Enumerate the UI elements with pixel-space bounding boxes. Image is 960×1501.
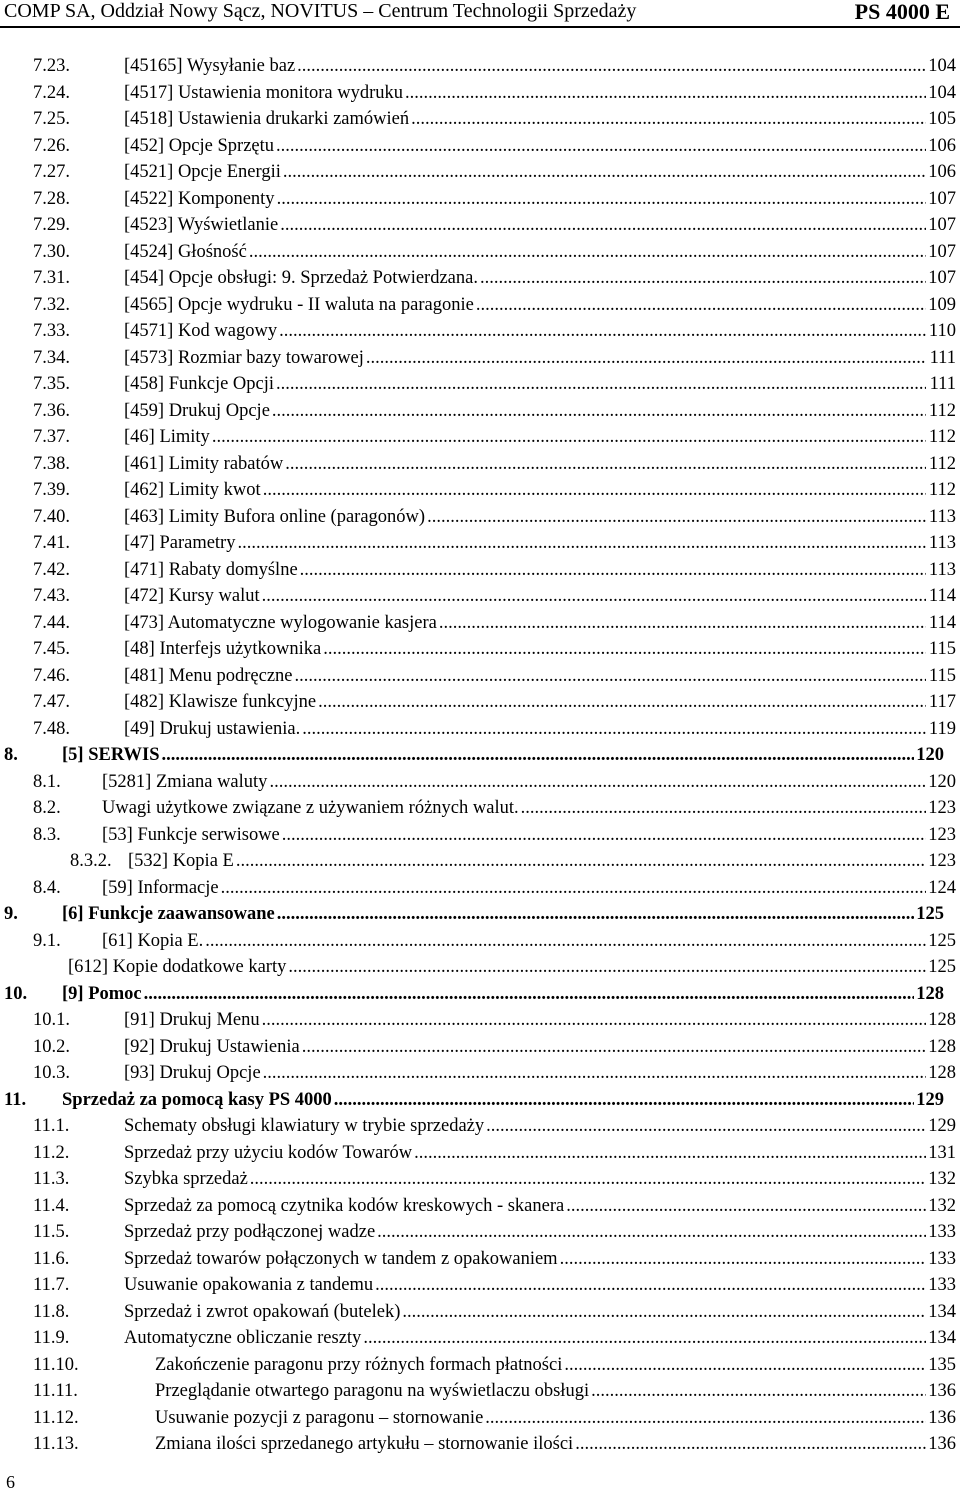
toc-entry[interactable]	[0, 1087, 960, 1114]
toc-entry-title: [4523] Wyświetlanie	[124, 212, 280, 239]
toc-dot-leader	[221, 875, 926, 902]
toc-dot-leader	[366, 345, 926, 372]
toc-dot-leader	[591, 1378, 926, 1405]
toc-entry-number: 7.37.	[33, 427, 70, 447]
toc-entry-page: 125	[928, 957, 956, 977]
toc-entry-page: 120	[916, 745, 944, 765]
toc-dot-leader	[277, 901, 914, 928]
toc-entry-page: 112	[928, 400, 956, 421]
toc-entry-page: 107	[928, 188, 956, 209]
toc-dot-leader	[566, 1193, 926, 1220]
toc-entry-title: [4521] Opcje Energii	[124, 159, 283, 186]
toc-entry-page: 135	[928, 1354, 956, 1375]
toc-dot-leader	[302, 716, 926, 743]
toc-entry-page: 113	[928, 506, 956, 527]
toc-entry[interactable]	[0, 875, 960, 902]
toc-dot-leader	[288, 954, 926, 981]
toc-dot-leader	[439, 610, 926, 637]
toc-entry-title: [61] Kopia E.	[102, 928, 205, 955]
toc-dot-leader	[300, 557, 926, 584]
toc-dot-leader	[237, 530, 926, 557]
toc-entry[interactable]	[0, 106, 960, 133]
header-model: PS 4000 E	[854, 0, 950, 24]
toc-dot-leader	[560, 1246, 926, 1273]
toc-dot-leader	[280, 212, 926, 239]
toc-entry-title: [91] Drukuj Menu	[124, 1007, 262, 1034]
toc-entry-number: 7.23.	[33, 56, 70, 76]
toc-entry[interactable]	[0, 371, 960, 398]
toc-entry-number: 7.32.	[33, 294, 70, 315]
toc-dot-leader	[276, 371, 926, 398]
toc-entry[interactable]	[0, 954, 960, 981]
toc-dot-leader	[363, 1325, 926, 1352]
toc-entry[interactable]	[0, 530, 960, 557]
toc-entry-title: [46] Limity	[124, 424, 212, 451]
toc-entry-page: 134	[928, 1328, 956, 1348]
toc-entry-page: 128	[928, 1063, 956, 1083]
toc-entry[interactable]	[0, 822, 960, 849]
toc-entry-page: 115	[928, 665, 956, 686]
toc-entry-title: Sprzedaż towarów połączonych w tandem z opakowaniem	[124, 1246, 560, 1273]
toc-entry-number: 7.35.	[33, 374, 70, 394]
toc-dot-leader	[377, 1219, 926, 1246]
toc-dot-leader	[205, 928, 926, 955]
toc-dot-leader	[414, 1140, 926, 1167]
toc-entry-title: Automatyczne obliczanie reszty	[124, 1325, 363, 1352]
toc-entry[interactable]	[0, 1060, 960, 1087]
toc-entry-number: 11.	[4, 1089, 27, 1110]
toc-entry-page: 125	[916, 904, 944, 924]
toc-dot-leader	[263, 1060, 926, 1087]
toc-entry[interactable]	[0, 636, 960, 663]
toc-entry[interactable]	[0, 689, 960, 716]
toc-dot-leader	[302, 1034, 926, 1061]
toc-entry-title: [5281] Zmiana waluty	[102, 769, 269, 796]
toc-entry-number: 7.45.	[33, 639, 70, 659]
toc-entry-page: 129	[916, 1089, 944, 1110]
table-of-contents	[0, 53, 960, 1458]
toc-entry-number: 11.13.	[33, 1434, 79, 1454]
toc-entry-number: 7.34.	[33, 347, 70, 368]
toc-dot-leader	[575, 1431, 926, 1458]
toc-dot-leader	[297, 53, 926, 80]
toc-entry-page: 124	[928, 877, 956, 898]
toc-entry-number: 8.3.	[33, 824, 61, 845]
toc-entry-page: 133	[928, 1222, 956, 1242]
toc-entry-title: [473] Automatyczne wylogowanie kasjera	[124, 610, 439, 637]
toc-entry[interactable]	[0, 424, 960, 451]
toc-entry-number: 7.48.	[33, 718, 70, 739]
toc-dot-leader	[405, 80, 926, 107]
toc-dot-leader	[162, 742, 914, 769]
toc-entry-title: Sprzedaż i zwrot opakowań (butelek)	[124, 1299, 402, 1326]
toc-entry-number: 7.26.	[33, 135, 70, 156]
toc-dot-leader	[269, 769, 926, 796]
toc-entry-title: [452] Opcje Sprzętu	[124, 133, 276, 160]
toc-entry-title: [459] Drukuj Opcje	[124, 398, 272, 425]
toc-entry-page: 131	[928, 1142, 956, 1163]
toc-entry-number: 7.36.	[33, 400, 70, 421]
toc-entry[interactable]	[0, 1140, 960, 1167]
toc-entry[interactable]	[0, 769, 960, 796]
toc-dot-leader	[375, 1272, 926, 1299]
toc-entry-title: [6] Funkcje zaawansowane	[62, 901, 277, 928]
toc-entry-number: 10.2.	[33, 1036, 70, 1057]
toc-entry-title: Szybka sprzedaż	[124, 1166, 250, 1193]
toc-entry[interactable]	[0, 716, 960, 743]
toc-entry[interactable]	[0, 1166, 960, 1193]
toc-entry-number: 7.28.	[33, 188, 70, 209]
toc-entry-number: 11.1.	[33, 1116, 70, 1136]
toc-entry-title: [4522] Komponenty	[124, 186, 277, 213]
toc-dot-leader	[272, 398, 926, 425]
toc-dot-leader	[249, 239, 926, 266]
toc-entry-number: 10.3.	[33, 1063, 70, 1083]
toc-entry-page: 109	[928, 294, 956, 315]
toc-entry-page: 133	[928, 1275, 956, 1295]
toc-entry-page: 111	[929, 347, 956, 368]
toc-entry-number: 7.27.	[33, 162, 70, 182]
toc-dot-leader	[564, 1352, 926, 1379]
toc-entry-title: Sprzedaż za pomocą kasy PS 4000	[62, 1087, 334, 1114]
toc-entry-title: [458] Funkcje Opcji	[124, 371, 276, 398]
toc-entry-title: Usuwanie pozycji z paragonu – stornowanie	[155, 1405, 485, 1432]
toc-entry-page: 115	[928, 639, 956, 659]
toc-entry-number: 7.47.	[33, 692, 70, 712]
toc-entry-page: 111	[929, 374, 956, 394]
toc-dot-leader	[144, 981, 914, 1008]
toc-entry[interactable]	[0, 53, 960, 80]
toc-entry-title: [9] Pomoc	[62, 981, 144, 1008]
toc-dot-leader	[283, 159, 926, 186]
toc-entry-title: Przeglądanie otwartego paragonu na wyświetlaczu obsługi	[155, 1378, 591, 1405]
toc-entry-page: 132	[928, 1169, 956, 1189]
toc-entry-title: [45165] Wysyłanie baz	[124, 53, 297, 80]
toc-entry-number: 7.43.	[33, 586, 70, 606]
toc-entry-number: 11.12.	[33, 1407, 79, 1428]
toc-entry-number: 7.44.	[33, 612, 70, 633]
toc-entry-page: 119	[928, 718, 956, 739]
toc-entry-title: [4524] Głośność	[124, 239, 249, 266]
toc-entry[interactable]	[0, 80, 960, 107]
toc-entry-number: 7.41.	[33, 533, 70, 553]
toc-entry-page: 133	[928, 1248, 956, 1269]
toc-dot-leader	[277, 186, 926, 213]
toc-entry[interactable]	[0, 848, 960, 875]
toc-dot-leader	[276, 133, 926, 160]
toc-dot-leader	[285, 451, 926, 478]
toc-entry-number: 7.46.	[33, 665, 70, 686]
toc-entry-page: 106	[928, 162, 956, 182]
toc-entry-page: 134	[928, 1301, 956, 1322]
toc-entry-page: 104	[928, 56, 956, 76]
toc-dot-leader	[279, 318, 926, 345]
header-company: COMP SA, Oddział Nowy Sącz, NOVITUS – Centrum Technologii Sprzedaży	[4, 0, 637, 22]
toc-entry-page: 132	[928, 1195, 956, 1216]
toc-entry-title: Sprzedaż przy użyciu kodów Towarów	[124, 1140, 414, 1167]
toc-entry[interactable]	[0, 981, 960, 1008]
toc-entry[interactable]	[0, 1405, 960, 1432]
toc-dot-leader	[476, 292, 926, 319]
toc-entry-number: 7.40.	[33, 506, 70, 527]
toc-dot-leader	[323, 636, 926, 663]
toc-entry-page: 136	[928, 1381, 956, 1401]
toc-entry-number: 11.5.	[33, 1222, 70, 1242]
toc-dot-leader	[262, 583, 926, 610]
toc-entry-page: 112	[928, 427, 956, 447]
toc-entry-number: 11.9.	[33, 1328, 70, 1348]
toc-entry-number: 7.29.	[33, 215, 70, 235]
toc-entry[interactable]	[0, 928, 960, 955]
toc-entry-page: 113	[928, 533, 956, 553]
toc-entry-number: 7.24.	[33, 82, 70, 103]
toc-entry-title: [93] Drukuj Opcje	[124, 1060, 263, 1087]
toc-entry[interactable]	[0, 1378, 960, 1405]
toc-entry[interactable]	[0, 1299, 960, 1326]
toc-entry[interactable]	[0, 557, 960, 584]
toc-entry-title: Sprzedaż za pomocą czytnika kodów kreskowych - skanera	[124, 1193, 566, 1220]
toc-entry-title: Schematy obsługi klawiatury w trybie sprzedaży	[124, 1113, 486, 1140]
toc-entry-page: 112	[928, 480, 956, 500]
toc-dot-leader	[486, 1113, 926, 1140]
toc-entry-title: [461] Limity rabatów	[124, 451, 285, 478]
toc-entry-page: 107	[928, 241, 956, 262]
toc-entry-title: [47] Parametry	[124, 530, 237, 557]
toc-entry-page: 128	[928, 1036, 956, 1057]
toc-entry-number: 7.30.	[33, 241, 70, 262]
toc-entry-number: 11.7.	[33, 1275, 70, 1295]
toc-entry-title: Sprzedaż przy podłączonej wadze	[124, 1219, 377, 1246]
toc-entry-title: [481] Menu podręczne	[124, 663, 295, 690]
toc-entry[interactable]	[0, 1352, 960, 1379]
toc-entry-title: [48] Interfejs użytkownika	[124, 636, 323, 663]
toc-entry[interactable]	[0, 1219, 960, 1246]
toc-entry-title: [4518] Ustawienia drukarki zamówień	[124, 106, 411, 133]
toc-entry-page: 128	[928, 1010, 956, 1030]
toc-entry-title: Zmiana ilości sprzedanego artykułu – stornowanie ilości	[155, 1431, 575, 1458]
toc-entry-number: 7.25.	[33, 109, 70, 129]
toc-entry[interactable]	[0, 610, 960, 637]
toc-entry-number: 11.6.	[33, 1248, 70, 1269]
toc-entry-number: 10.	[4, 983, 28, 1004]
toc-entry-page: 123	[928, 824, 956, 845]
toc-entry[interactable]	[0, 265, 960, 292]
toc-entry-title: [472] Kursy walut	[124, 583, 262, 610]
toc-entry-title: Zakończenie paragonu przy różnych formach płatności	[155, 1352, 564, 1379]
toc-dot-leader	[212, 424, 926, 451]
toc-entry-number: 8.3.2.	[70, 851, 112, 871]
toc-entry-number: 7.39.	[33, 480, 70, 500]
toc-entry-number: 8.	[4, 745, 18, 765]
toc-entry[interactable]	[0, 795, 960, 822]
toc-entry-page: 125	[928, 930, 956, 951]
toc-entry[interactable]	[0, 1113, 960, 1140]
toc-entry[interactable]	[0, 1034, 960, 1061]
toc-entry-title: [462] Limity kwot	[124, 477, 263, 504]
toc-entry[interactable]	[0, 1431, 960, 1458]
toc-entry-title: [4517] Ustawienia monitora wydruku	[124, 80, 405, 107]
toc-entry-number: 8.4.	[33, 877, 61, 898]
toc-dot-leader	[334, 1087, 914, 1114]
toc-entry-page: 114	[928, 612, 956, 633]
toc-entry[interactable]	[0, 451, 960, 478]
toc-entry[interactable]	[0, 239, 960, 266]
toc-entry[interactable]	[0, 1193, 960, 1220]
page-header	[0, 0, 960, 28]
toc-entry[interactable]	[0, 1272, 960, 1299]
toc-entry[interactable]	[0, 159, 960, 186]
toc-entry-number: 7.33.	[33, 321, 70, 341]
toc-dot-leader	[282, 822, 926, 849]
toc-entry[interactable]	[0, 186, 960, 213]
toc-entry[interactable]	[0, 345, 960, 372]
toc-entry-title: [5] SERWIS	[62, 742, 162, 769]
toc-entry[interactable]	[0, 1007, 960, 1034]
toc-entry-title: [49] Drukuj ustawienia.	[124, 716, 302, 743]
toc-entry-page: 128	[916, 983, 944, 1004]
toc-dot-leader	[402, 1299, 926, 1326]
toc-entry-number: 8.1.	[33, 771, 61, 792]
toc-entry[interactable]	[0, 583, 960, 610]
toc-entry-number: 9.1.	[33, 930, 61, 951]
toc-entry[interactable]	[0, 901, 960, 928]
toc-entry-title: Uwagi użytkowe związane z używaniem różnych walut.	[102, 795, 521, 822]
toc-entry-title: [482] Klawisze funkcyjne	[124, 689, 318, 716]
toc-entry-number: 7.42.	[33, 559, 70, 580]
toc-dot-leader	[427, 504, 926, 531]
toc-dot-leader	[250, 1166, 926, 1193]
toc-entry-page: 117	[928, 692, 956, 712]
toc-entry-number: 9.	[4, 904, 18, 924]
toc-entry-title: [4565] Opcje wydruku - II waluta na paragonie	[124, 292, 476, 319]
toc-entry-number: 11.10.	[33, 1354, 79, 1375]
toc-entry-title: Usuwanie opakowania z tandemu	[124, 1272, 375, 1299]
toc-entry-page: 104	[928, 82, 956, 103]
toc-entry[interactable]	[0, 318, 960, 345]
toc-entry-page: 123	[928, 798, 956, 818]
toc-entry[interactable]	[0, 212, 960, 239]
toc-entry-number: 8.2.	[33, 798, 61, 818]
toc-entry-page: 110	[928, 321, 956, 341]
toc-entry-title: [612] Kopie dodatkowe karty	[68, 954, 288, 981]
toc-entry-title: [463] Limity Bufora online (paragonów)	[124, 504, 427, 531]
toc-dot-leader	[295, 663, 927, 690]
toc-dot-leader	[318, 689, 926, 716]
toc-entry-title: [454] Opcje obsługi: 9. Sprzedaż Potwierdzana.	[124, 265, 480, 292]
toc-entry[interactable]	[0, 477, 960, 504]
toc-entry[interactable]	[0, 742, 960, 769]
toc-entry[interactable]	[0, 1325, 960, 1352]
toc-dot-leader	[480, 265, 926, 292]
toc-entry-title: [59] Informacje	[102, 875, 221, 902]
toc-entry-number: 10.1.	[33, 1010, 70, 1030]
toc-entry[interactable]	[0, 663, 960, 690]
toc-entry-page: 106	[928, 135, 956, 156]
toc-entry[interactable]	[0, 1246, 960, 1273]
toc-entry[interactable]	[0, 292, 960, 319]
toc-entry-title: [4573] Rozmiar bazy towarowej	[124, 345, 366, 372]
toc-entry-title: [4571] Kod wagowy	[124, 318, 279, 345]
toc-entry-number: 11.4.	[33, 1195, 70, 1216]
toc-entry-page: 107	[928, 268, 956, 288]
toc-entry-page: 107	[928, 215, 956, 235]
toc-entry-page: 136	[928, 1434, 956, 1454]
toc-entry-page: 105	[928, 109, 956, 129]
toc-entry-page: 123	[928, 851, 956, 871]
toc-entry-number: 7.38.	[33, 453, 70, 474]
toc-dot-leader	[236, 848, 926, 875]
toc-entry-title: [471] Rabaty domyślne	[124, 557, 300, 584]
toc-entry[interactable]	[0, 504, 960, 531]
toc-entry-number: 7.31.	[33, 268, 70, 288]
toc-entry-page: 112	[928, 453, 956, 474]
toc-dot-leader	[262, 1007, 926, 1034]
toc-entry-number: 11.11.	[33, 1381, 78, 1401]
toc-entry[interactable]	[0, 133, 960, 160]
toc-entry-number: 11.3.	[33, 1169, 70, 1189]
toc-dot-leader	[263, 477, 926, 504]
toc-entry-number: 11.2.	[33, 1142, 70, 1163]
toc-dot-leader	[521, 795, 926, 822]
toc-entry[interactable]	[0, 398, 960, 425]
toc-entry-page: 120	[928, 771, 956, 792]
toc-dot-leader	[485, 1405, 926, 1432]
toc-entry-title: [92] Drukuj Ustawienia	[124, 1034, 302, 1061]
toc-entry-title: [532] Kopia E	[128, 848, 236, 875]
toc-entry-page: 114	[928, 586, 956, 606]
toc-entry-page: 129	[928, 1116, 956, 1136]
toc-entry-number: 11.8.	[33, 1301, 70, 1322]
toc-entry-page: 136	[928, 1407, 956, 1428]
toc-dot-leader	[411, 106, 926, 133]
toc-entry-title: [53] Funkcje serwisowe	[102, 822, 282, 849]
toc-entry-page: 113	[928, 559, 956, 580]
page-number: 6	[6, 1472, 15, 1492]
